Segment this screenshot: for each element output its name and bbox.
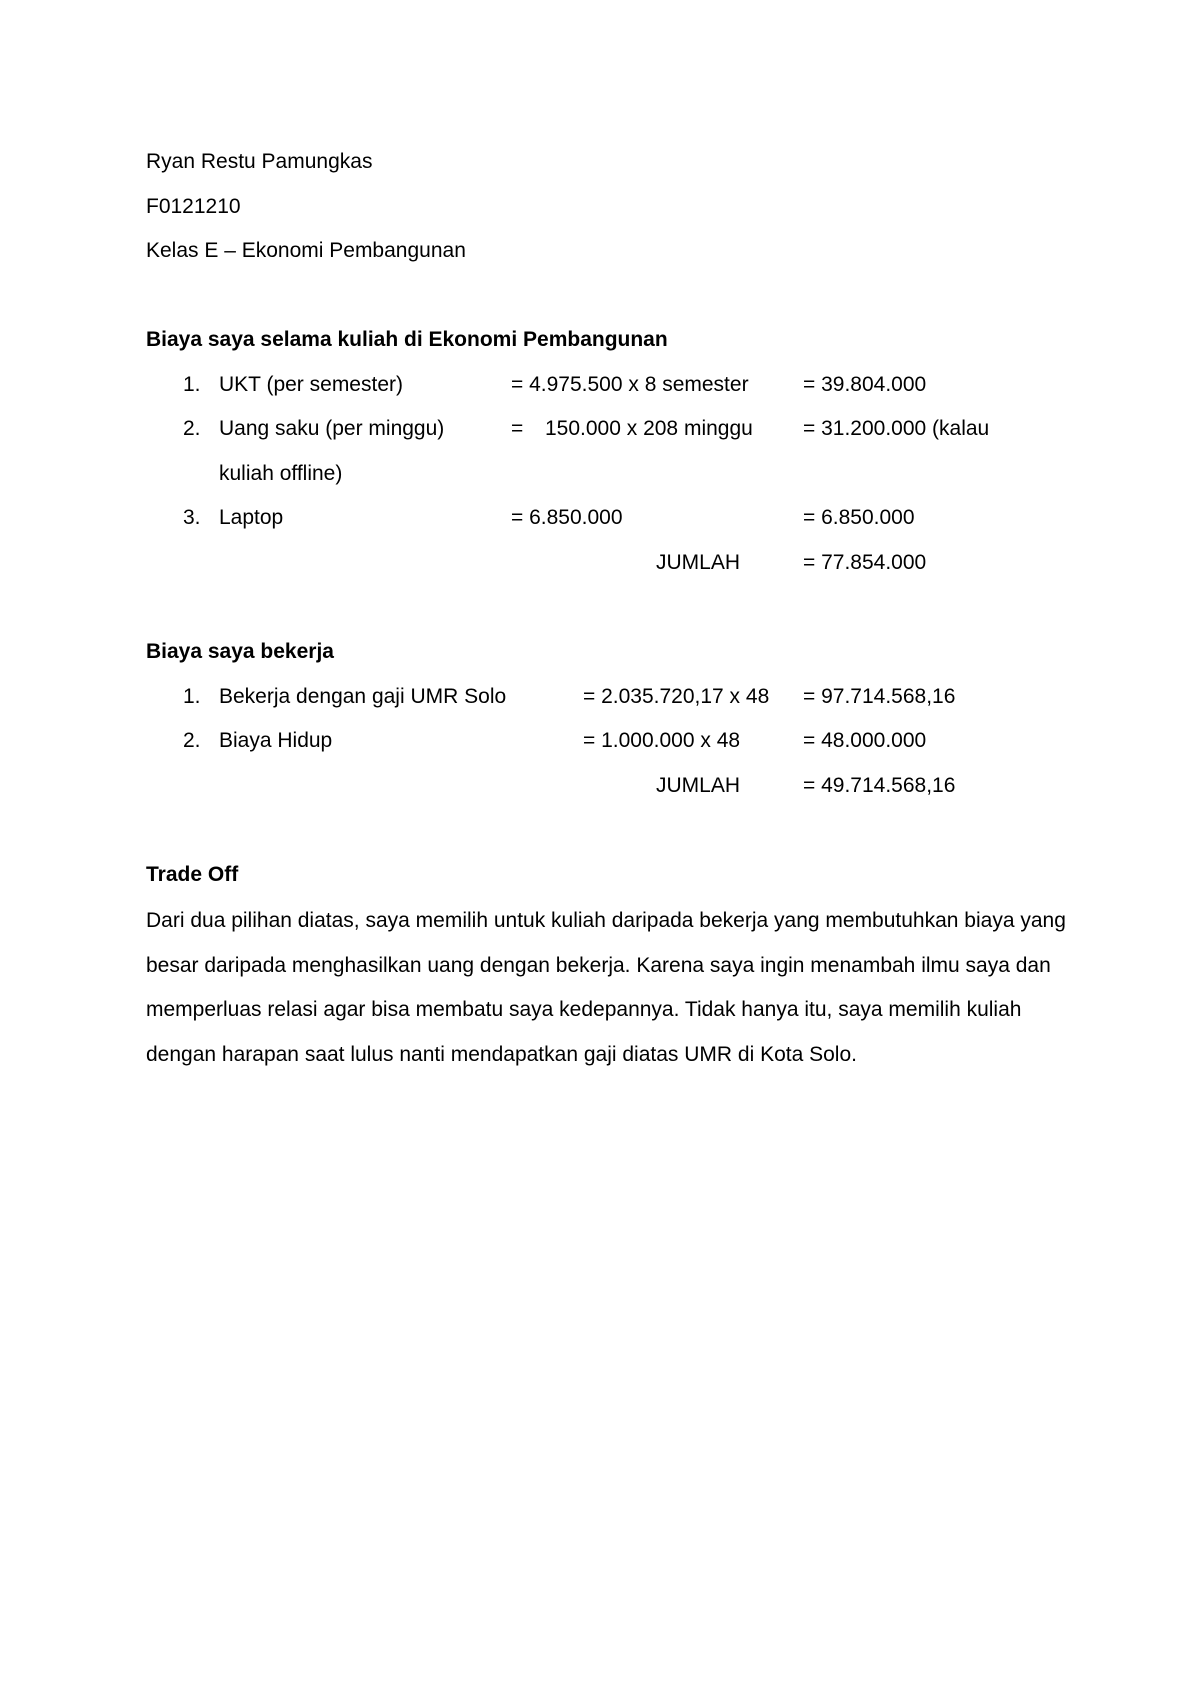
item-calculation: = 2.035.720,17 x 48 (583, 685, 770, 708)
item-number: 2. (183, 729, 201, 752)
study-costs-heading: Biaya saya selama kuliah di Ekonomi Pembangunan (146, 328, 668, 351)
item-calculation: = 6.850.000 (511, 506, 623, 529)
item-result: = 39.804.000 (803, 373, 927, 396)
student-id: F0121210 (146, 195, 241, 218)
item-label: Uang saku (per minggu) (219, 417, 445, 440)
item-label: Bekerja dengan gaji UMR Solo (219, 685, 507, 708)
author-name: Ryan Restu Pamungkas (146, 150, 373, 173)
item-label: Biaya Hidup (219, 729, 333, 752)
item-number: 1. (183, 373, 201, 396)
item-calculation-equals: = (511, 417, 524, 440)
item-result: = 48.000.000 (803, 729, 927, 752)
item-result: = 97.714.568,16 (803, 685, 956, 708)
study-total-label: JUMLAH (656, 551, 741, 574)
trade-off-paragraph: Dari dua pilihan diatas, saya memilih untuk kuliah daripada bekerja yang membutuhkan biaya yang besar daripada menghasilkan uang dengan bekerja. Karena saya ingin menambah ilmu saya dan memperluas relasi agar bisa membatu saya kedepannya. Tidak hanya itu, saya memilih kuliah dengan harapan saat lulus nanti mendapatkan gaji diatas UMR di Kota Solo. (146, 909, 1066, 1066)
study-total-value: = 77.854.000 (803, 551, 927, 574)
item-label: Laptop (219, 506, 284, 529)
item-number: 2. (183, 417, 201, 440)
item-calculation: = 1.000.000 x 48 (583, 729, 741, 752)
trade-off-heading: Trade Off (146, 863, 239, 886)
item-calculation: = 4.975.500 x 8 semester (511, 373, 749, 396)
item-continuation: kuliah offline) (219, 462, 343, 485)
item-result: = 31.200.000 (kalau (803, 417, 990, 440)
work-total-value: = 49.714.568,16 (803, 774, 956, 797)
item-calculation: 150.000 x 208 minggu (545, 417, 753, 440)
item-number: 3. (183, 506, 201, 529)
item-label: UKT (per semester) (219, 373, 403, 396)
work-costs-heading: Biaya saya bekerja (146, 640, 334, 663)
work-total-label: JUMLAH (656, 774, 741, 797)
item-result: = 6.850.000 (803, 506, 915, 529)
item-number: 1. (183, 685, 201, 708)
class-info: Kelas E – Ekonomi Pembangunan (146, 239, 466, 262)
